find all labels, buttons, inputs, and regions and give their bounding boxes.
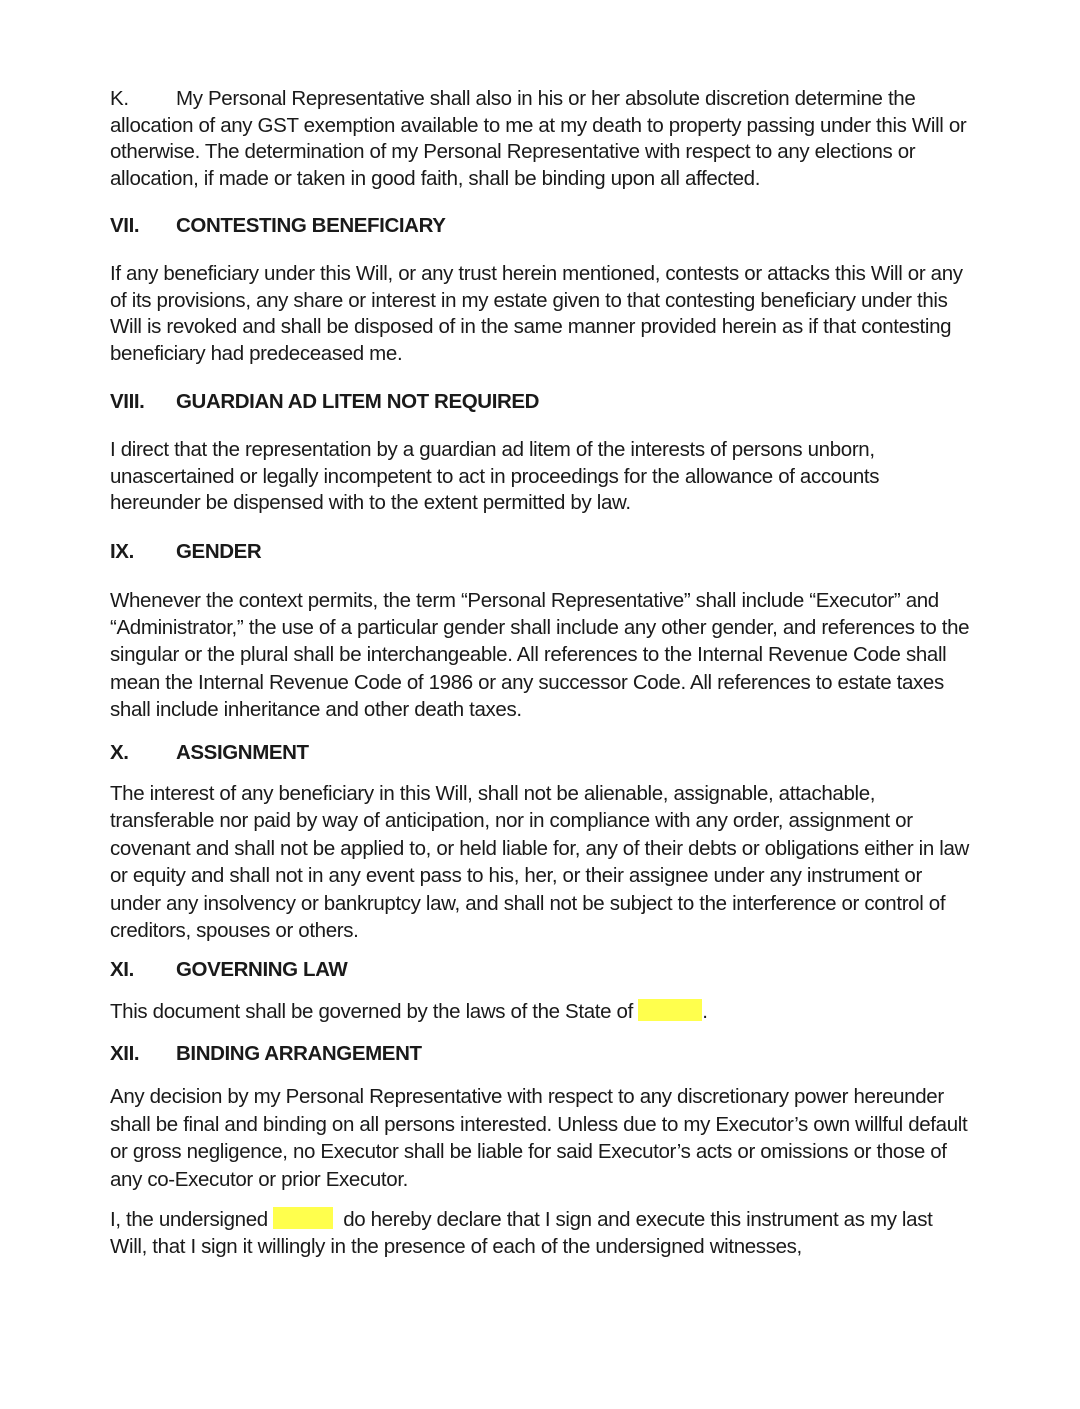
declaration-paragraph [110, 1207, 972, 1260]
paragraph-k-text: My Personal Representative shall also in his or her absolute discretion determine the allocation of any GST exemption available to me at my death to property passing under this Will or otherwise. The determination of my Personal Representative with respect to any elections or allocation, if made or taken in good faith, shall be binding upon all affected. [110, 87, 967, 190]
section-title: BINDING ARRANGEMENT [176, 1042, 422, 1066]
section-body-xi [110, 999, 972, 1026]
section-title: GENDER [176, 539, 262, 563]
section-title: ASSIGNMENT [176, 740, 309, 764]
section-title: GUARDIAN AD LITEM NOT REQUIRED [176, 390, 540, 413]
governing-law-text: This document shall be governed by the laws of the State of [110, 999, 633, 1023]
declaration-text-rest: do hereby declare that I sign and execute this instrument as my last Will, that I sign it willingly in the presence of each of the undersigned witnesses, [110, 1208, 933, 1258]
will-document-page [110, 86, 972, 1260]
section-heading-x [110, 740, 972, 766]
section-heading-xii [110, 1041, 972, 1067]
testator-name-blank[interactable] [273, 1207, 333, 1229]
section-number: XII. [110, 1042, 140, 1066]
section-number: VII. [110, 214, 140, 237]
declaration-text-start: I, the undersigned [110, 1208, 268, 1232]
paragraph-k-label: K. [110, 87, 129, 110]
section-heading-vii [110, 213, 972, 239]
section-body-ix: Whenever the context permits, the term “Personal Representative” shall include “Executor” and “Administrator,” the use of a particular gender shall include any other gender, and references to the singular or the plural shall be interchangeable. All references to the Internal Revenue Code shall mean the Internal Revenue Code of 1986 or any successor Code. All references to estate taxes shall include inheritance and other death taxes. [110, 588, 970, 722]
paragraph-k [110, 86, 972, 192]
section-number: X. [110, 740, 129, 764]
state-name-blank[interactable] [638, 999, 702, 1021]
section-number: VIII. [110, 390, 145, 413]
governing-law-period: . [702, 999, 708, 1023]
section-body-viii: I direct that the representation by a guardian ad litem of the interests of persons unborn, unascertained or legally incompetent to act in proceedings for the allowance of accounts hereunder be dispensed with to the extent permitted by law. [110, 438, 880, 514]
section-title: CONTESTING BENEFICIARY [176, 214, 446, 237]
section-body-vii: If any beneficiary under this Will, or any trust herein mentioned, contests or attacks this Will or any of its provisions, any share or interest in my estate given to that contesting beneficiary under this Will is revoked and shall be disposed of in the same manner provided herein as if that contesting beneficiary had predeceased me. [110, 262, 963, 365]
section-heading-xi [110, 957, 972, 983]
section-title: GOVERNING LAW [176, 957, 348, 981]
section-heading-viii [110, 389, 972, 415]
section-number: XI. [110, 957, 134, 981]
section-body-xii: Any decision by my Personal Representative with respect to any discretionary power hereunder shall be final and binding on all persons interested. Unless due to my Executor’s own willful default or gross negligence, no Executor shall be liable for said Executor’s acts or omissions or those of any co-Executor or prior Executor. [110, 1085, 968, 1191]
section-heading-ix [110, 539, 972, 565]
section-number: IX. [110, 539, 134, 563]
section-body-x: The interest of any beneficiary in this Will, shall not be alienable, assignable, attachable, transferable nor paid by way of anticipation, nor in compliance with any order, assignment or covenant and shall not be applied to, or held liable for, any of their debts or obligations either in law or equity and shall not in any event pass to his, her, or their assignee under any instrument or under any insolvency or bankruptcy law, and shall not be subject to the interference or control of creditors, spouses or others. [110, 781, 969, 943]
